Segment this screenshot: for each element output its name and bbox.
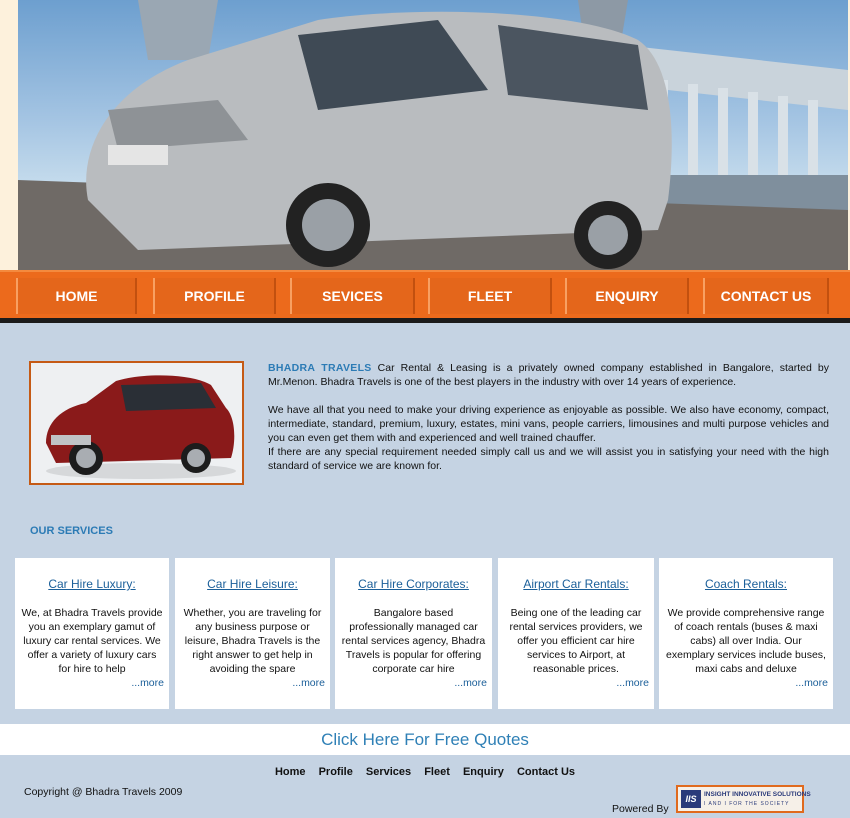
nav-contact-us[interactable]: CONTACT US: [703, 278, 829, 314]
service-card-title[interactable]: Coach Rentals:: [704, 577, 788, 591]
intro-paragraph-2: We have all that you need to make your driving experience as enjoyable as possible. We also have economy, compact, intermediate, standard, premium, luxury, estates, mini vans, people carriers, limousines and multi purpose vehicles and you can even get them with and experienced and well trained chauffer.: [268, 404, 829, 444]
nav-enquiry[interactable]: ENQUIRY: [565, 278, 689, 314]
service-card-title[interactable]: Airport Car Rentals:: [523, 577, 629, 591]
footer-link-profile[interactable]: Profile: [318, 766, 353, 778]
banner-car-image: [18, 0, 848, 270]
intro-paragraph-1-text: Car Rental & Leasing is a privately owned company established in Bangalore, started by Mr.Menon. Bhadra Travels is one of the best players in the industry with over 14 years of experience.: [268, 362, 830, 388]
insight-innovative-solutions-badge[interactable]: [676, 785, 811, 813]
services-heading: OUR SERVICES: [30, 525, 113, 537]
footer-link-services[interactable]: Services: [365, 766, 412, 778]
nav-divider: [0, 318, 850, 323]
service-card-airport: [498, 558, 654, 709]
main-nav: [0, 270, 850, 318]
footer-link-fleet[interactable]: Fleet: [424, 766, 450, 778]
more-link[interactable]: ...more: [454, 677, 487, 689]
more-link[interactable]: ...more: [131, 677, 164, 689]
intro-text: [268, 361, 829, 473]
badge-tagline: I AND I FOR THE SOCIETY: [704, 801, 790, 807]
more-link[interactable]: ...more: [795, 677, 828, 689]
footer-link-enquiry[interactable]: Enquiry: [462, 766, 504, 778]
intro-paragraph-3: If there are any special requirement needed simply call us and we will assist you in satisfying your need with the high standard of service we are known for.: [268, 446, 829, 472]
footer-nav: [0, 766, 850, 778]
service-card-corporates: [335, 558, 492, 709]
service-card-body: Being one of the leading car rental services providers, we offer you efficient car hire services to Airport, at reasonable prices.: [509, 607, 643, 675]
brand-name: BHADRA TRAVELS: [268, 362, 372, 374]
powered-by-label: Powered By: [612, 803, 669, 815]
copyright-text: Copyright @ Bhadra Travels 2009: [24, 786, 183, 798]
service-card-leisure: [175, 558, 330, 709]
service-card-body: Bangalore based professionally managed car rental services agency, Bhadra Travels is popular for offering corporate car hire: [341, 607, 486, 675]
free-quotes-link[interactable]: Click Here For Free Quotes: [0, 724, 850, 755]
service-card-title[interactable]: Car Hire Corporates:: [358, 577, 469, 591]
more-link[interactable]: ...more: [616, 677, 649, 689]
badge-company-name: INSIGHT INNOVATIVE SOLUTIONS: [704, 791, 811, 798]
service-card-coach: [659, 558, 833, 709]
nav-fleet[interactable]: FLEET: [428, 278, 552, 314]
service-card-luxury: [15, 558, 169, 709]
footer-link-home[interactable]: Home: [274, 766, 306, 778]
service-card-body: Whether, you are traveling for any business purpose or leisure, Bhadra Travels is the right answer to get help in avoiding the spare: [183, 607, 322, 675]
nav-home[interactable]: HOME: [16, 278, 137, 314]
service-card-body: We provide comprehensive range of coach rentals (buses & maxi cabs) all over India. Our exemplary services include buses, maxi cabs and deluxe: [666, 607, 826, 675]
service-card-title[interactable]: Car Hire Leisure:: [207, 577, 298, 591]
intro-paragraph-1: [268, 361, 829, 389]
iis-logo-icon: IIS: [681, 790, 701, 808]
nav-profile[interactable]: PROFILE: [153, 278, 276, 314]
nav-services[interactable]: SEVICES: [290, 278, 415, 314]
header-banner: [0, 0, 850, 270]
footer-link-contact-us[interactable]: Contact Us: [516, 766, 576, 778]
service-card-title[interactable]: Car Hire Luxury:: [48, 577, 136, 591]
service-card-body: We, at Bhadra Travels provide you an exemplary gamut of luxury car rental services. We offer a variety of luxury cars for hire to help: [21, 607, 163, 675]
intro-car-image: [29, 361, 244, 485]
more-link[interactable]: ...more: [292, 677, 325, 689]
